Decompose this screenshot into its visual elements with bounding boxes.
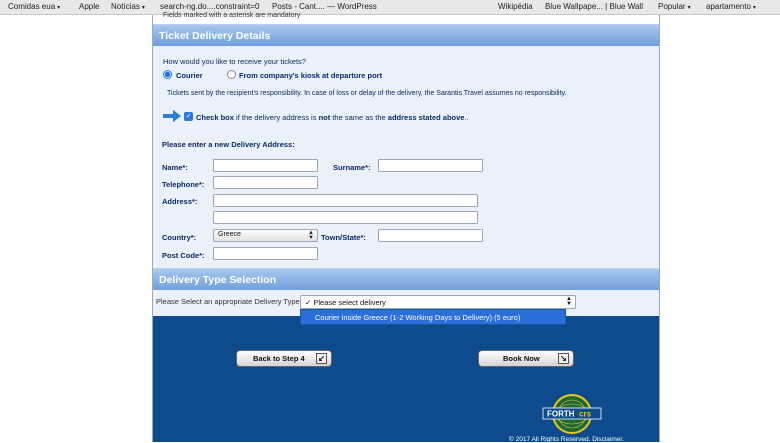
bookmark-posts-wordpress[interactable]: Posts - Cant.... — WordPress bbox=[272, 2, 377, 11]
telephone-input[interactable] bbox=[213, 176, 318, 189]
surname-input[interactable] bbox=[378, 159, 483, 172]
chevron-down-icon: ▾ bbox=[687, 5, 691, 11]
post-code-label: Post Code*: bbox=[162, 251, 205, 260]
address-line2-input[interactable] bbox=[213, 211, 478, 224]
select-arrows-icon: ▲ ▼ bbox=[308, 230, 314, 241]
checkbox-label: Check box if the delivery address is not the same as the address stated above.. bbox=[196, 113, 469, 122]
name-label: Name*: bbox=[162, 163, 188, 172]
courier-label: Courier bbox=[176, 71, 203, 80]
svg-text:crs: crs bbox=[579, 409, 592, 419]
copyright-text: © 2017 All Rights Reserved. Disclaimer. bbox=[509, 436, 624, 443]
surname-label: Surname*: bbox=[333, 163, 371, 172]
country-label: Country*: bbox=[162, 233, 197, 242]
arrow-right-icon bbox=[163, 110, 181, 122]
bookmark-popular[interactable]: Popular ▾ bbox=[658, 2, 691, 11]
chevron-down-icon: ▾ bbox=[752, 5, 756, 11]
edit-icon: ↙ bbox=[316, 353, 327, 364]
select-arrows-icon: ▲ ▼ bbox=[566, 296, 572, 307]
courier-radio[interactable] bbox=[163, 70, 172, 79]
booking-panel bbox=[152, 12, 660, 443]
telephone-label: Telephone*: bbox=[162, 180, 205, 189]
footer bbox=[153, 316, 659, 442]
delivery-option-courier-greece[interactable]: Courier inside Greece (1-2 Working Days to Delivery) (5 euro) bbox=[300, 309, 566, 325]
bookmark-comidas-eua[interactable]: Comidas eua ▾ bbox=[8, 2, 61, 11]
bookmark-apple[interactable]: Apple bbox=[79, 2, 100, 11]
town-label: Town/State*: bbox=[321, 233, 366, 242]
town-input[interactable] bbox=[378, 229, 483, 242]
chevron-down-icon: ▾ bbox=[57, 5, 61, 11]
bookmark-apartamento[interactable]: apartamento ▾ bbox=[706, 2, 756, 11]
address-label: Address*: bbox=[162, 197, 198, 206]
bookmark-search-ng[interactable]: search-ng.do....constraint=0 bbox=[160, 2, 260, 11]
responsibility-note: Tickets sent by the recipient's responsibility. In case of loss or delay of the delivery, the Sarantis Travel assumes no responsibility. bbox=[167, 90, 567, 97]
delivery-question: How would you like to receive your tickets? bbox=[163, 57, 306, 66]
delivery-type-select[interactable]: ✓ Please select delivery ▲ ▼ bbox=[300, 295, 576, 309]
post-code-input[interactable] bbox=[213, 247, 318, 260]
mandatory-note: Fields marked with a asterisk are mandatory bbox=[163, 12, 301, 19]
new-address-heading: Please enter a new Delivery Address: bbox=[162, 140, 295, 149]
kiosk-radio[interactable] bbox=[227, 70, 236, 79]
book-now-button[interactable]: Book Now ↘ bbox=[478, 350, 574, 367]
bookmark-noticias[interactable]: Notícias ▾ bbox=[111, 2, 145, 11]
bookmark-blue-wallpaper[interactable]: Blue Wallpape... | Blue Wall bbox=[545, 2, 643, 11]
kiosk-label: From company's kiosk at departure port bbox=[239, 71, 383, 80]
back-to-step-4-button[interactable]: Back to Step 4 ↙ bbox=[236, 350, 332, 367]
svg-text:FORTH: FORTH bbox=[547, 409, 575, 419]
different-address-checkbox[interactable]: ✓ bbox=[185, 113, 192, 120]
delivery-prompt: Please Select an appropriate Delivery Type bbox=[156, 297, 300, 306]
ticket-delivery-body bbox=[153, 46, 659, 268]
forth-crs-logo bbox=[541, 394, 603, 436]
country-select[interactable]: Greece ▲ ▼ bbox=[213, 229, 318, 242]
delivery-type-header: Delivery Type Selection bbox=[153, 268, 659, 290]
bookmarks-bar bbox=[0, 0, 780, 15]
bookmark-wikipedia[interactable]: Wikipédia bbox=[498, 2, 533, 11]
ticket-delivery-header: Ticket Delivery Details bbox=[153, 24, 659, 46]
chevron-down-icon: ▾ bbox=[141, 5, 145, 11]
name-input[interactable] bbox=[213, 159, 318, 172]
arrow-down-right-icon: ↘ bbox=[558, 353, 569, 364]
address-line1-input[interactable] bbox=[213, 194, 478, 207]
